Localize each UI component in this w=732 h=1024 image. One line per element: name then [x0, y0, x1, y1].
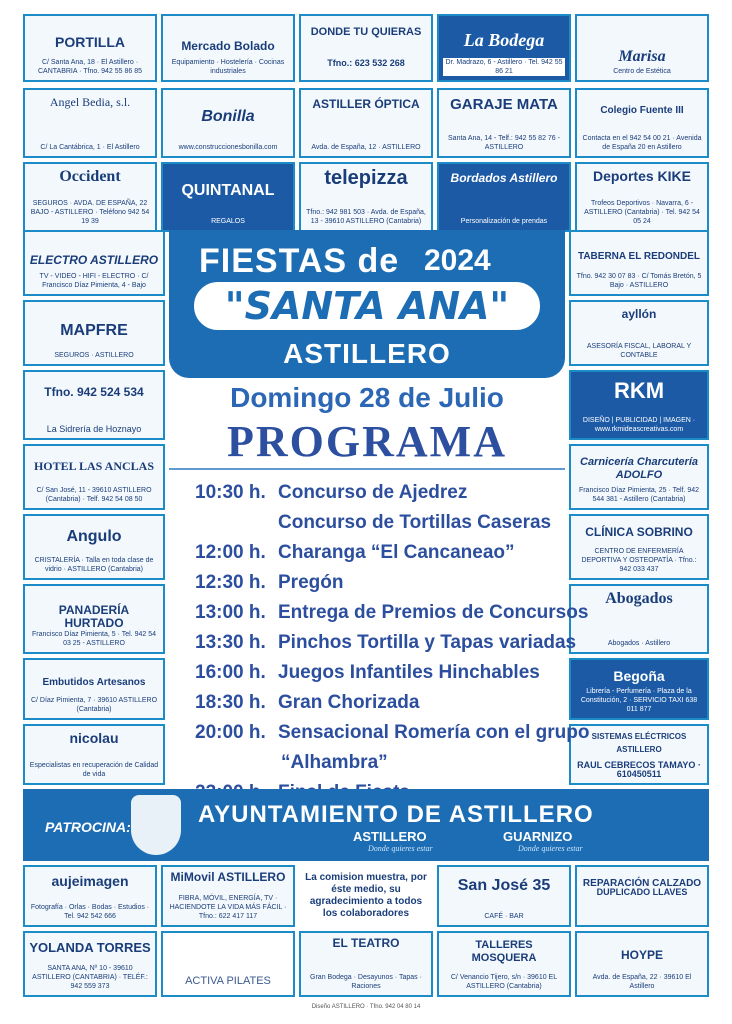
- schedule-time: 16:00 h.: [195, 662, 266, 683]
- ad-sub: Personalización de prendas: [460, 218, 548, 225]
- ad-title: YOLANDA TORRES: [29, 940, 151, 955]
- ad-embutidos: [23, 658, 165, 720]
- ad-sub: Centro de Estética: [613, 68, 671, 75]
- thanks-box: [299, 865, 433, 927]
- ad-sub: Francisco Díaz Pimienta, 25 · Telf. 942 544 381 - Astillero (Cantabria): [578, 487, 700, 503]
- ad-sub: Contacta en el 942 54 00 21 · Avenida de España 20 en Astillero: [582, 135, 702, 151]
- ad-clinica-sobrino: [569, 514, 709, 580]
- ad-auje-imagen: [23, 865, 157, 927]
- ad-title: Angulo: [66, 528, 122, 545]
- ad-title: MAPFRE: [60, 322, 128, 339]
- ad-sub: Especialistas en recuperación de Calidad de vida: [29, 762, 159, 778]
- ad-title: telepizza: [324, 167, 408, 189]
- title-banner: [169, 230, 565, 378]
- ad-colegio: [575, 88, 709, 158]
- ad-sub: Fotografía · Orlas · Bodas · Estudios · Tel. 942 542 666: [30, 904, 150, 920]
- place-name: ASTILLERO: [283, 338, 451, 369]
- ad-angulo: [23, 514, 165, 580]
- ad-sub: CENTRO DE ENFERMERÍA DEPORTIVA Y OSTEOPATÍA · Tfno.: 942 033 437: [581, 548, 697, 573]
- ad-carniceria-adolfo: [569, 444, 709, 510]
- ad-hoype: [575, 931, 709, 997]
- ad-sub: C/ Venancio Tijero, s/n · 39610 EL ASTILLERO (Cantabria): [450, 974, 558, 990]
- ad-sub: Librería - Perfumería · Plaza de la Constitución, 2 · SERVICIO TAXI 638 011 877: [580, 688, 698, 713]
- ad-sub: ASESORÍA FISCAL, LABORAL Y CONTABLE: [586, 343, 692, 359]
- ad-title: Bordados Astillero: [450, 171, 558, 185]
- schedule-event: Charanga “El Cancaneao”: [278, 542, 515, 563]
- ad-marisa: [575, 14, 709, 82]
- ad-sub: Tfno.: 623 532 268: [327, 58, 405, 68]
- ad-garaje-mata: [437, 88, 571, 158]
- ad-title: PANADERÍA HURTADO: [58, 603, 130, 630]
- schedule-time: 10:30 h.: [195, 482, 266, 503]
- schedule-event: Entrega de Premios de Concursos: [278, 602, 589, 623]
- year: 2024: [424, 244, 491, 277]
- event-date: Domingo 28 de Julio: [230, 382, 504, 413]
- ad-sub: Francisco Díaz Pimienta, 5 · Tel. 942 54 03 25 - ASTILLERO: [32, 631, 156, 647]
- town-guarnizo: GUARNIZO: [503, 829, 573, 844]
- ad-astiller-optica: [299, 88, 433, 158]
- sponsor-band: [23, 789, 709, 861]
- ad-title: MiMovil ASTILLERO: [170, 870, 286, 884]
- footer-credit: Diseño ASTILLERO · Tfno. 942 04 80 14: [311, 1004, 421, 1010]
- ad-bonilla: [161, 88, 295, 158]
- programa-heading: PROGRAMA: [227, 417, 507, 466]
- ad-sub: DUPLICADO LLAVES: [596, 887, 688, 897]
- schedule-event: Concurso de Ajedrez: [278, 482, 468, 503]
- ad-bordados: [437, 162, 571, 232]
- ad-title: SISTEMAS ELÉCTRICOS ASTILLERO: [591, 732, 687, 754]
- ad-sub: SEGUROS · ASTILLERO: [54, 352, 134, 359]
- slogan-astillero: Donde quieres estar: [368, 844, 433, 853]
- ad-sub: TV - VIDEO - HIFI - ELECTRO · C/ Francisco Díaz Pimienta, 4 - Bajo: [39, 273, 149, 289]
- program-panel: [169, 230, 590, 789]
- schedule-time: 12:30 h.: [195, 572, 266, 593]
- ad-quintanal: [161, 162, 295, 232]
- ad-title: Marisa: [618, 48, 666, 65]
- schedule-event: “Alhambra”: [281, 752, 388, 773]
- schedule-time: 13:30 h.: [195, 632, 266, 653]
- ad-title: aujeimagen: [51, 873, 129, 889]
- ad-talleres-mosquera: [437, 931, 571, 997]
- schedule-time: 12:00 h.: [195, 542, 266, 563]
- ad-abogados: [569, 584, 709, 654]
- ad-sub: Equipamiento · Hostelería · Cocinas industriales: [171, 59, 285, 75]
- ad-portilla: [23, 14, 157, 82]
- schedule-event: Pinchos Tortilla y Tapas variadas: [278, 632, 577, 653]
- ad-panaderia-hurtado: [23, 584, 165, 654]
- ad-sub: FIBRA, MÓVIL, ENERGÍA, TV · HACIENDOTE LA VIDA MÁS FÁCIL · Tfno.: 622 417 117: [169, 895, 287, 920]
- poster: [23, 14, 709, 1010]
- fiestas-heading: FIESTAS de: [199, 242, 400, 280]
- ad-title: ELECTRO ASTILLERO: [29, 253, 159, 267]
- town-astillero: ASTILLERO: [353, 829, 427, 844]
- ad-title: La Bodega: [463, 30, 545, 50]
- schedule-event: Sensacional Romería con el grupo: [278, 722, 590, 743]
- ad-title: GARAJE MATA: [450, 96, 558, 113]
- schedule-time: 20:00 h.: [195, 722, 266, 743]
- ad-sub: www.construccionesbonilla.com: [178, 144, 278, 151]
- ad-la-bodega: [437, 14, 571, 82]
- ad-title: San José 35: [457, 877, 551, 894]
- ad-title: EL TEATRO: [332, 936, 400, 950]
- ad-yolanda-torres: [23, 931, 157, 997]
- ad-title: Colegio Fuente III: [600, 105, 684, 116]
- ad-sub: RAUL CEBRECOS TAMAYO · 610450511: [577, 760, 701, 779]
- santa-ana-title: "SANTA ANA": [194, 282, 540, 330]
- schedule-row: [195, 542, 515, 564]
- ad-title: Abogados: [605, 590, 673, 607]
- ad-reparacion-calzado: [575, 865, 709, 927]
- ad-telepizza: [299, 162, 433, 232]
- ad-title: Embutidos Artesanos: [42, 677, 146, 688]
- schedule-row: [195, 632, 576, 654]
- ad-sub: C/ Díaz Pimienta, 7 · 39610 ASTILLERO (Cantabria): [30, 697, 158, 713]
- ad-title: HOYPE: [620, 948, 663, 962]
- schedule-event: Juegos Infantiles Hinchables: [278, 662, 540, 683]
- ad-occident: [23, 162, 157, 232]
- ayuntamiento-title: AYUNTAMIENTO DE ASTILLERO: [198, 801, 594, 828]
- ad-sub: CRISTALERÍA · Talla en toda clase de vidrio · ASTILLERO (Cantabria): [34, 557, 154, 573]
- ad-sub: C/ Santa Ana, 18 · El Astillero · CANTABRIA · Tfno. 942 55 86 85: [37, 59, 143, 75]
- ad-sub: Avda. de España, 12 · ASTILLERO: [311, 144, 421, 151]
- ad-title: Begoña: [613, 668, 665, 684]
- ad-title: ACTIVA PILATES: [185, 975, 271, 987]
- schedule-event: Gran Chorizada: [278, 692, 420, 713]
- ad-angel-bedia: [23, 88, 157, 158]
- ad-title: Angel Bedia, s.l.: [49, 95, 131, 109]
- ad-activa-pilates: [161, 931, 295, 997]
- ad-title: Occident: [59, 168, 121, 185]
- ad-title: Tfno. 942 524 534: [44, 385, 144, 399]
- schedule-row: [195, 482, 467, 504]
- ad-sidreria: [23, 370, 165, 440]
- ad-ayllon: [569, 300, 709, 366]
- ad-sub: CAFÉ · BAR: [484, 913, 524, 920]
- ad-hotel-las-anclas: [23, 444, 165, 510]
- ad-mimovil: [161, 865, 295, 927]
- ad-san-jose-35: [437, 865, 571, 927]
- ad-rkm: [569, 370, 709, 440]
- ad-donde-tu-quieras: [299, 14, 433, 82]
- ad-sistemas-electricos: [569, 724, 709, 785]
- coat-of-arms-icon: [131, 795, 181, 855]
- ad-taberna: [569, 230, 709, 296]
- ad-sub: Tfno. 942 30 07 83 · C/ Tomás Bretón, 5 Bajo · ASTILLERO: [576, 273, 702, 289]
- ad-sub: La Sidrería de Hoznayo: [46, 424, 142, 434]
- ad-sub: SANTA ANA, Nº 10 - 39610 ASTILLERO (CANTABRIA) · TELÉF.: 942 559 373: [32, 965, 148, 990]
- ad-title: Deportes KIKE: [592, 168, 692, 184]
- schedule: [169, 468, 590, 773]
- ad-title: TABERNA EL REDONDEL: [577, 251, 701, 262]
- ad-title: Bonilla: [201, 108, 255, 125]
- ad-sub: Avda. de España, 22 · 39610 El Astillero: [592, 974, 692, 990]
- schedule-time: 13:00 h.: [195, 602, 266, 623]
- schedule-event: Pregón: [278, 572, 344, 593]
- schedule-row: [195, 572, 343, 594]
- ad-title: HOTEL LAS ANCLAS: [33, 459, 155, 473]
- slogan-guarnizo: Donde quieres estar: [518, 844, 583, 853]
- ad-sub: DISEÑO | PUBLICIDAD | IMAGEN · www.rkmideascreativas.com: [582, 417, 696, 433]
- schedule-row: [195, 692, 419, 714]
- ad-el-teatro: [299, 931, 433, 997]
- ad-mercado: [161, 14, 295, 82]
- ad-title: ayllón: [621, 307, 657, 321]
- ad-title: REPARACIÓN CALZADO: [582, 878, 702, 889]
- schedule-row: [195, 512, 551, 534]
- ad-title: PORTILLA: [55, 34, 125, 50]
- ad-sub: C/ La Cantábrica, 1 · El Astillero: [40, 144, 140, 151]
- ad-title: nicolau: [69, 730, 119, 746]
- ad-sub: C/ San José, 11 - 39610 ASTILLERO (Cantabria) · Telf. 942 54 08 50: [36, 487, 152, 503]
- ad-sub: Gran Bodega · Desayunos · Tapas · Raciones: [310, 974, 422, 990]
- schedule-row: [195, 722, 589, 744]
- ad-sub: REGALOS: [211, 218, 245, 225]
- schedule-time: 18:30 h.: [195, 692, 266, 713]
- ad-title: ASTILLER ÓPTICA: [312, 97, 420, 111]
- ad-title: Mercado Bolado: [181, 39, 275, 53]
- ad-sub: Tfno.: 942 981 503 · Avda. de España, 13 - 39610 ASTILLERO (Cantabria): [306, 209, 426, 225]
- ad-title: CLÍNICA SOBRINO: [585, 525, 693, 539]
- ad-title: QUINTANAL: [181, 182, 275, 199]
- ad-title: TALLERES MOSQUERA: [471, 939, 537, 964]
- schedule-row: [195, 602, 588, 624]
- ad-title: DONDE TU QUIERAS: [310, 26, 422, 38]
- ad-sub: Abogados · Astillero: [607, 640, 671, 647]
- ad-sub: SEGUROS · AVDA. DE ESPAÑA, 22 BAJO - ASTILLERO · Teléfono 942 54 19 39: [30, 200, 150, 225]
- ad-sub: Santa Ana, 14 - Telf.: 942 55 82 76 - ASTILLERO: [448, 135, 560, 151]
- thanks-text: La comision muestra, por éste medio, su agradecimiento a todos los colaboradores: [305, 872, 427, 919]
- ad-begona: [569, 658, 709, 720]
- sponsor-label: PATROCINA:: [45, 819, 131, 835]
- ad-sub: Dr. Madrazo, 6 - Astillero · Tel. 942 55 86 21: [443, 58, 565, 76]
- schedule-event: Concurso de Tortillas Caseras: [278, 512, 552, 533]
- ad-electro-astillero: [23, 230, 165, 296]
- ad-sub: Trofeos Deportivos · Navarra, 6 - ASTILLERO (Cantabria) · Tel. 942 54 05 24: [584, 200, 700, 225]
- schedule-row: [195, 662, 540, 684]
- ad-nicolau: [23, 724, 165, 785]
- ad-kike: [575, 162, 709, 232]
- ad-mapfre: [23, 300, 165, 366]
- schedule-row: [281, 752, 388, 774]
- ad-title: Carnicería Charcutería ADOLFO: [580, 456, 698, 481]
- ad-title: RKM: [613, 378, 665, 403]
